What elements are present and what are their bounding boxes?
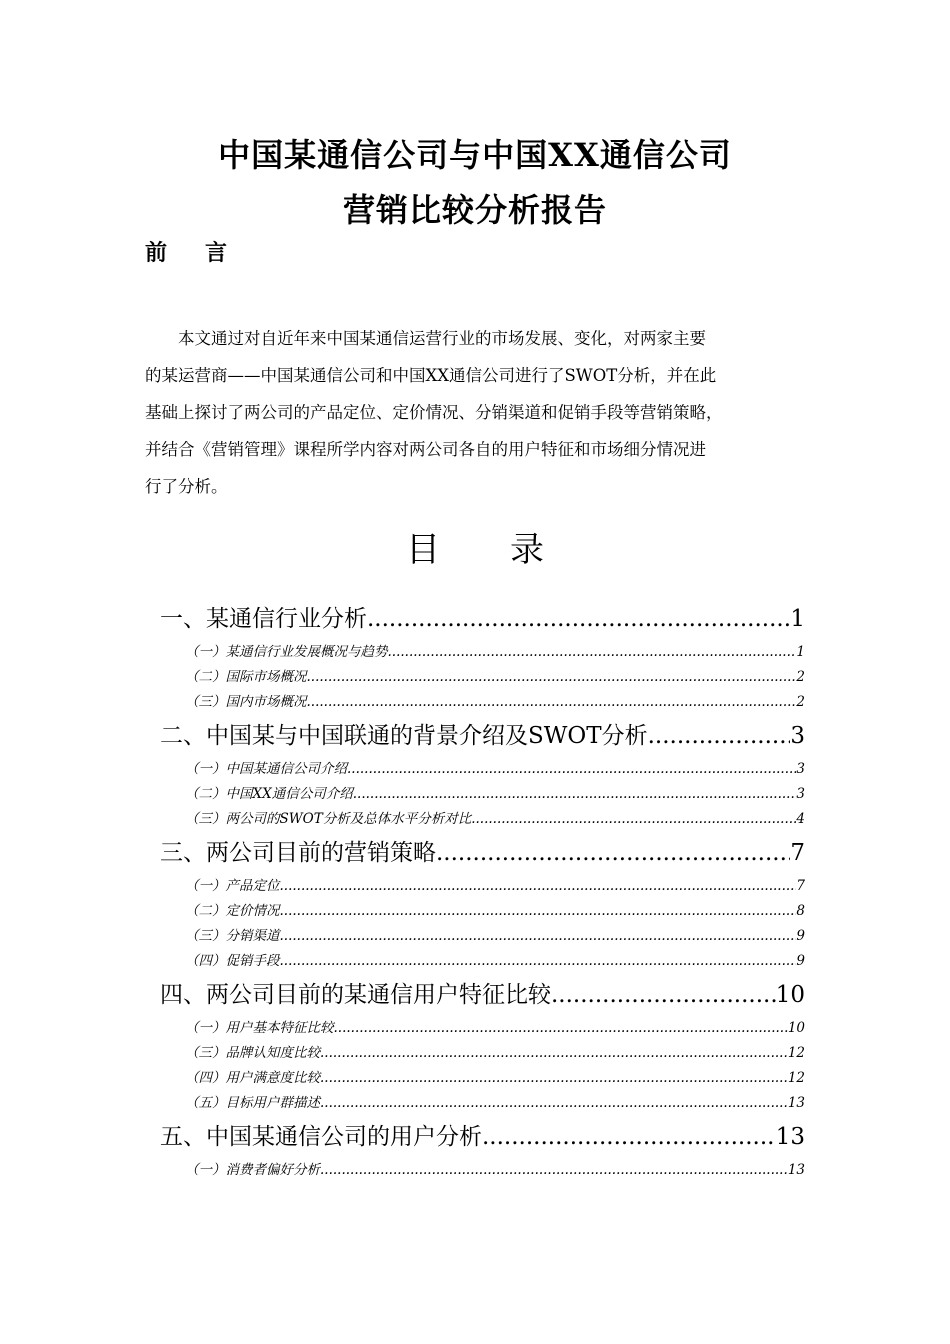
preface-heading-char1: 前: [145, 240, 168, 266]
toc-subsection-entry[interactable]: [160, 1158, 805, 1183]
toc-entry-text: 四、两公司目前的某通信用户特征比较: [160, 982, 551, 1008]
toc-subsection-entry[interactable]: [160, 807, 805, 832]
toc-entry-text: （一）消费者偏好分析: [185, 1162, 320, 1178]
toc-section-entry[interactable]: [160, 974, 805, 1016]
toc-subsection-entry[interactable]: [160, 949, 805, 974]
table-of-contents: [160, 598, 805, 1183]
toc-section-entry[interactable]: [160, 598, 805, 640]
preface-line: 行了分析。: [145, 477, 228, 496]
toc-dot-leader: [648, 715, 791, 757]
toc-dot-leader: [320, 1066, 788, 1091]
toc-dot-leader: [436, 832, 790, 874]
toc-dot-leader: [307, 690, 797, 715]
toc-entry-text: （三）国内市场概况: [185, 694, 307, 710]
preface-line: 并结合《营销管理》课程所学内容对两公司各自的用户特征和市场细分情况进: [145, 440, 706, 459]
toc-dot-leader: [353, 782, 797, 807]
toc-subsection-entry[interactable]: [160, 1066, 805, 1091]
toc-subsection-entry[interactable]: [160, 899, 805, 924]
toc-subsection-entry[interactable]: [160, 924, 805, 949]
toc-entry-text: （三）品牌认知度比较: [185, 1045, 320, 1061]
toc-page-number: 3: [796, 786, 805, 802]
toc-page-number: 1: [790, 606, 805, 632]
toc-entry-text: （二）国际市场概况: [185, 669, 307, 685]
toc-subsection-entry[interactable]: [160, 1016, 805, 1041]
toc-page-number: 3: [796, 761, 805, 777]
document-title-line1: 中国某通信公司与中国XX通信公司: [218, 136, 732, 174]
toc-subsection-entry[interactable]: [160, 690, 805, 715]
toc-dot-leader: [388, 640, 797, 665]
toc-entry-text: （一）产品定位: [185, 878, 280, 894]
preface-line: 本文通过对自近年来中国某通信运营行业的市场发展、变化，对两家主要: [178, 329, 706, 348]
toc-section-entry[interactable]: [160, 715, 805, 757]
toc-page-number: 1: [796, 644, 805, 660]
toc-entry-text: （一）中国某通信公司介绍: [185, 761, 347, 777]
toc-entry-text: （二）中国XX通信公司介绍: [185, 786, 353, 802]
toc-title: [0, 522, 950, 571]
toc-dot-leader: [482, 1116, 776, 1158]
toc-dot-leader: [320, 1041, 788, 1066]
toc-dot-leader: [367, 598, 790, 640]
toc-dot-leader: [280, 949, 797, 974]
toc-page-number: 9: [796, 928, 805, 944]
toc-dot-leader: [280, 899, 797, 924]
preface-heading-char2: 言: [205, 240, 228, 266]
toc-dot-leader: [471, 807, 796, 832]
toc-subsection-entry[interactable]: [160, 1091, 805, 1116]
toc-entry-text: 五、中国某通信公司的用户分析: [160, 1124, 482, 1150]
toc-section-entry[interactable]: [160, 832, 805, 874]
preface-line: 的某运营商——中国某通信公司和中国XX通信公司进行了SWOT分析，并在此: [145, 366, 717, 385]
toc-entry-text: （三）分销渠道: [185, 928, 280, 944]
toc-section-entry[interactable]: [160, 1116, 805, 1158]
toc-subsection-entry[interactable]: [160, 782, 805, 807]
toc-page-number: 13: [787, 1162, 805, 1178]
toc-entry-text: 三、两公司目前的营销策略: [160, 840, 436, 866]
toc-dot-leader: [347, 757, 796, 782]
toc-page-number: 2: [796, 669, 805, 685]
toc-entry-text: （三）两公司的SWOT分析及总体水平分析对比: [185, 811, 472, 827]
toc-entry-text: （四）促销手段: [185, 953, 280, 969]
toc-dot-leader: [307, 665, 797, 690]
toc-dot-leader: [320, 1158, 788, 1183]
toc-entry-text: （四）用户满意度比较: [185, 1070, 320, 1086]
toc-subsection-entry[interactable]: [160, 1041, 805, 1066]
toc-page-number: 8: [796, 903, 805, 919]
toc-title-char2: 录: [510, 530, 544, 570]
toc-page-number: 10: [775, 982, 805, 1008]
preface-paragraph: [145, 320, 825, 505]
toc-page-number: 4: [796, 811, 805, 827]
toc-dot-leader: [334, 1016, 788, 1041]
toc-dot-leader: [280, 874, 797, 899]
toc-dot-leader: [551, 974, 776, 1016]
toc-page-number: 7: [796, 878, 805, 894]
toc-page-number: 7: [790, 840, 805, 866]
toc-dot-leader: [320, 1091, 788, 1116]
toc-page-number: 13: [775, 1124, 805, 1150]
toc-page-number: 12: [787, 1045, 805, 1061]
toc-subsection-entry[interactable]: [160, 640, 805, 665]
toc-page-number: 9: [796, 953, 805, 969]
toc-entry-text: （一）用户基本特征比较: [185, 1020, 334, 1036]
toc-entry-text: （五）目标用户群描述: [185, 1095, 320, 1111]
toc-title-char1: 目: [406, 530, 440, 570]
toc-page-number: 13: [787, 1095, 805, 1111]
toc-dot-leader: [280, 924, 797, 949]
toc-subsection-entry[interactable]: [160, 874, 805, 899]
toc-page-number: 2: [796, 694, 805, 710]
toc-page-number: 12: [787, 1070, 805, 1086]
document-title-line2: 营销比较分析报告: [342, 191, 607, 229]
toc-entry-text: （一）某通信行业发展概况与趋势: [185, 644, 388, 660]
toc-entry-text: 一、某通信行业分析: [160, 606, 367, 632]
toc-page-number: 10: [787, 1020, 805, 1036]
toc-page-number: 3: [790, 723, 805, 749]
preface-line: 基础上探讨了两公司的产品定位、定价情况、分销渠道和促销手段等营销策略，: [145, 403, 723, 422]
toc-entry-text: （二）定价情况: [185, 903, 280, 919]
preface-heading: [145, 236, 227, 267]
toc-entry-text: 二、中国某与中国联通的背景介绍及SWOT分析: [160, 723, 648, 749]
toc-subsection-entry[interactable]: [160, 757, 805, 782]
toc-subsection-entry[interactable]: [160, 665, 805, 690]
